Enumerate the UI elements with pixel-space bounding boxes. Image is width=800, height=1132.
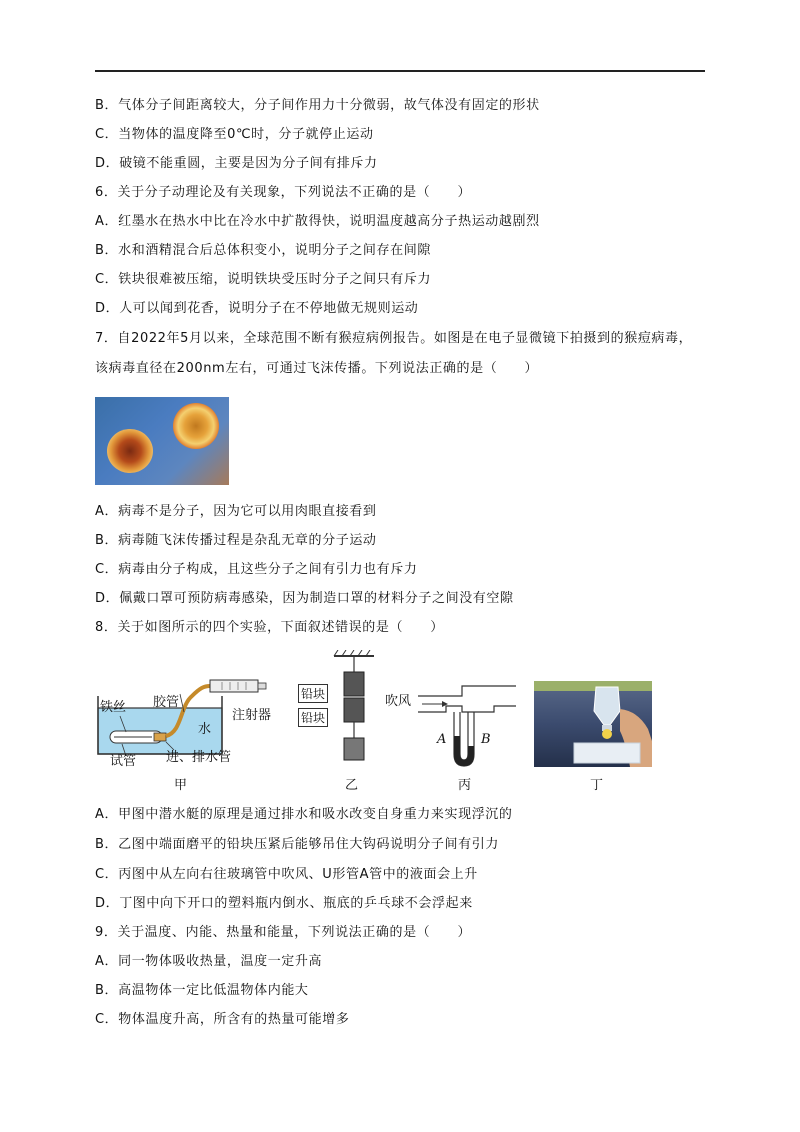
option-8d: D．丁图中向下开口的塑料瓶内倒水、瓶底的乒乓球不会浮起来 [95,896,473,911]
option-5d: D．破镜不能重圆，主要是因为分子间有排斥力 [95,156,378,171]
option-6c: C．铁块很难被压缩，说明铁块受压时分子之间只有斥力 [95,272,432,287]
question-7-line1: 7．自2022年5月以来，全球范围不断有猴痘病例报告。如图是在电子显微镜下拍摄到的猴痘病毒， [95,331,693,346]
option-7b: B．病毒随飞沫传播过程是杂乱无章的分子运动 [95,533,377,548]
label-shiguan: 试管 [110,754,137,769]
label-paishuiguan: 进、排水管 [166,750,232,765]
label-qiankuai-bottom: 铅块 [298,708,328,727]
option-6a: A．红墨水在热水中比在冷水中扩散得快，说明温度越高分子热运动越剧烈 [95,214,540,229]
option-6d: D．人可以闻到花香，说明分子在不停地做无规则运动 [95,301,419,316]
label-qiankuai-top: 铅块 [298,684,328,703]
label-tube-b: B [481,732,491,747]
header-rule [95,70,705,72]
label-tube-a: A [437,732,447,747]
option-8a: A．甲图中潜水艇的原理是通过排水和吸水改变自身重力来实现浮沉的 [95,807,513,822]
label-jia: 甲 [174,778,188,793]
figure-ding-bottle-photo [534,681,652,767]
option-9a: A．同一物体吸收热量，温度一定升高 [95,954,323,969]
label-yi: 乙 [345,778,359,793]
label-zhusheqi: 注射器 [232,708,272,723]
option-6b: B．水和酒精混合后总体积变小，说明分子之间存在间隙 [95,243,431,258]
option-5b: B．气体分子间距离较大，分子间作用力十分微弱，故气体没有固定的形状 [95,98,540,113]
label-chuifeng: 吹风 [385,694,412,709]
figure-bing-u-tube [416,684,520,770]
option-7a: A．病毒不是分子，因为它可以用肉眼直接看到 [95,504,377,519]
virus-particle-right [173,403,219,449]
label-tiesi: 铁丝 [100,700,127,715]
label-ding: 丁 [590,778,604,793]
monkeypox-virus-micrograph [95,397,229,485]
label-jiaoguan: 胶管 [153,695,180,710]
option-8b: B．乙图中端面磨平的铅块压紧后能够吊住大钩码说明分子间有引力 [95,837,499,852]
question-7-line2: 该病毒直径在200nm左右，可通过飞沫传播。下列说法正确的是（ ） [95,361,539,376]
label-shui: 水 [198,722,212,737]
question-6: 6．关于分子动理论及有关现象，下列说法不正确的是（ ） [95,185,472,200]
question-8: 8．关于如图所示的四个实验，下面叙述错误的是（ ） [95,620,444,635]
virus-particle-left [107,429,153,473]
option-7c: C．病毒由分子构成，且这些分子之间有引力也有斥力 [95,562,418,577]
option-9b: B．高温物体一定比低温物体内能大 [95,983,309,998]
option-8c: C．丙图中从左向右往玻璃管中吹风、U形管A管中的液面会上升 [95,867,478,882]
question-9: 9．关于温度、内能、热量和能量，下列说法正确的是（ ） [95,925,472,940]
option-9c: C．物体温度升高，所含有的热量可能增多 [95,1012,350,1027]
figure-yi-lead-blocks [330,650,380,770]
option-5c: C．当物体的温度降至0℃时，分子就停止运动 [95,127,374,142]
label-bing: 丙 [458,778,472,793]
option-7d: D．佩戴口罩可预防病毒感染，因为制造口罩的材料分子之间没有空隙 [95,591,514,606]
